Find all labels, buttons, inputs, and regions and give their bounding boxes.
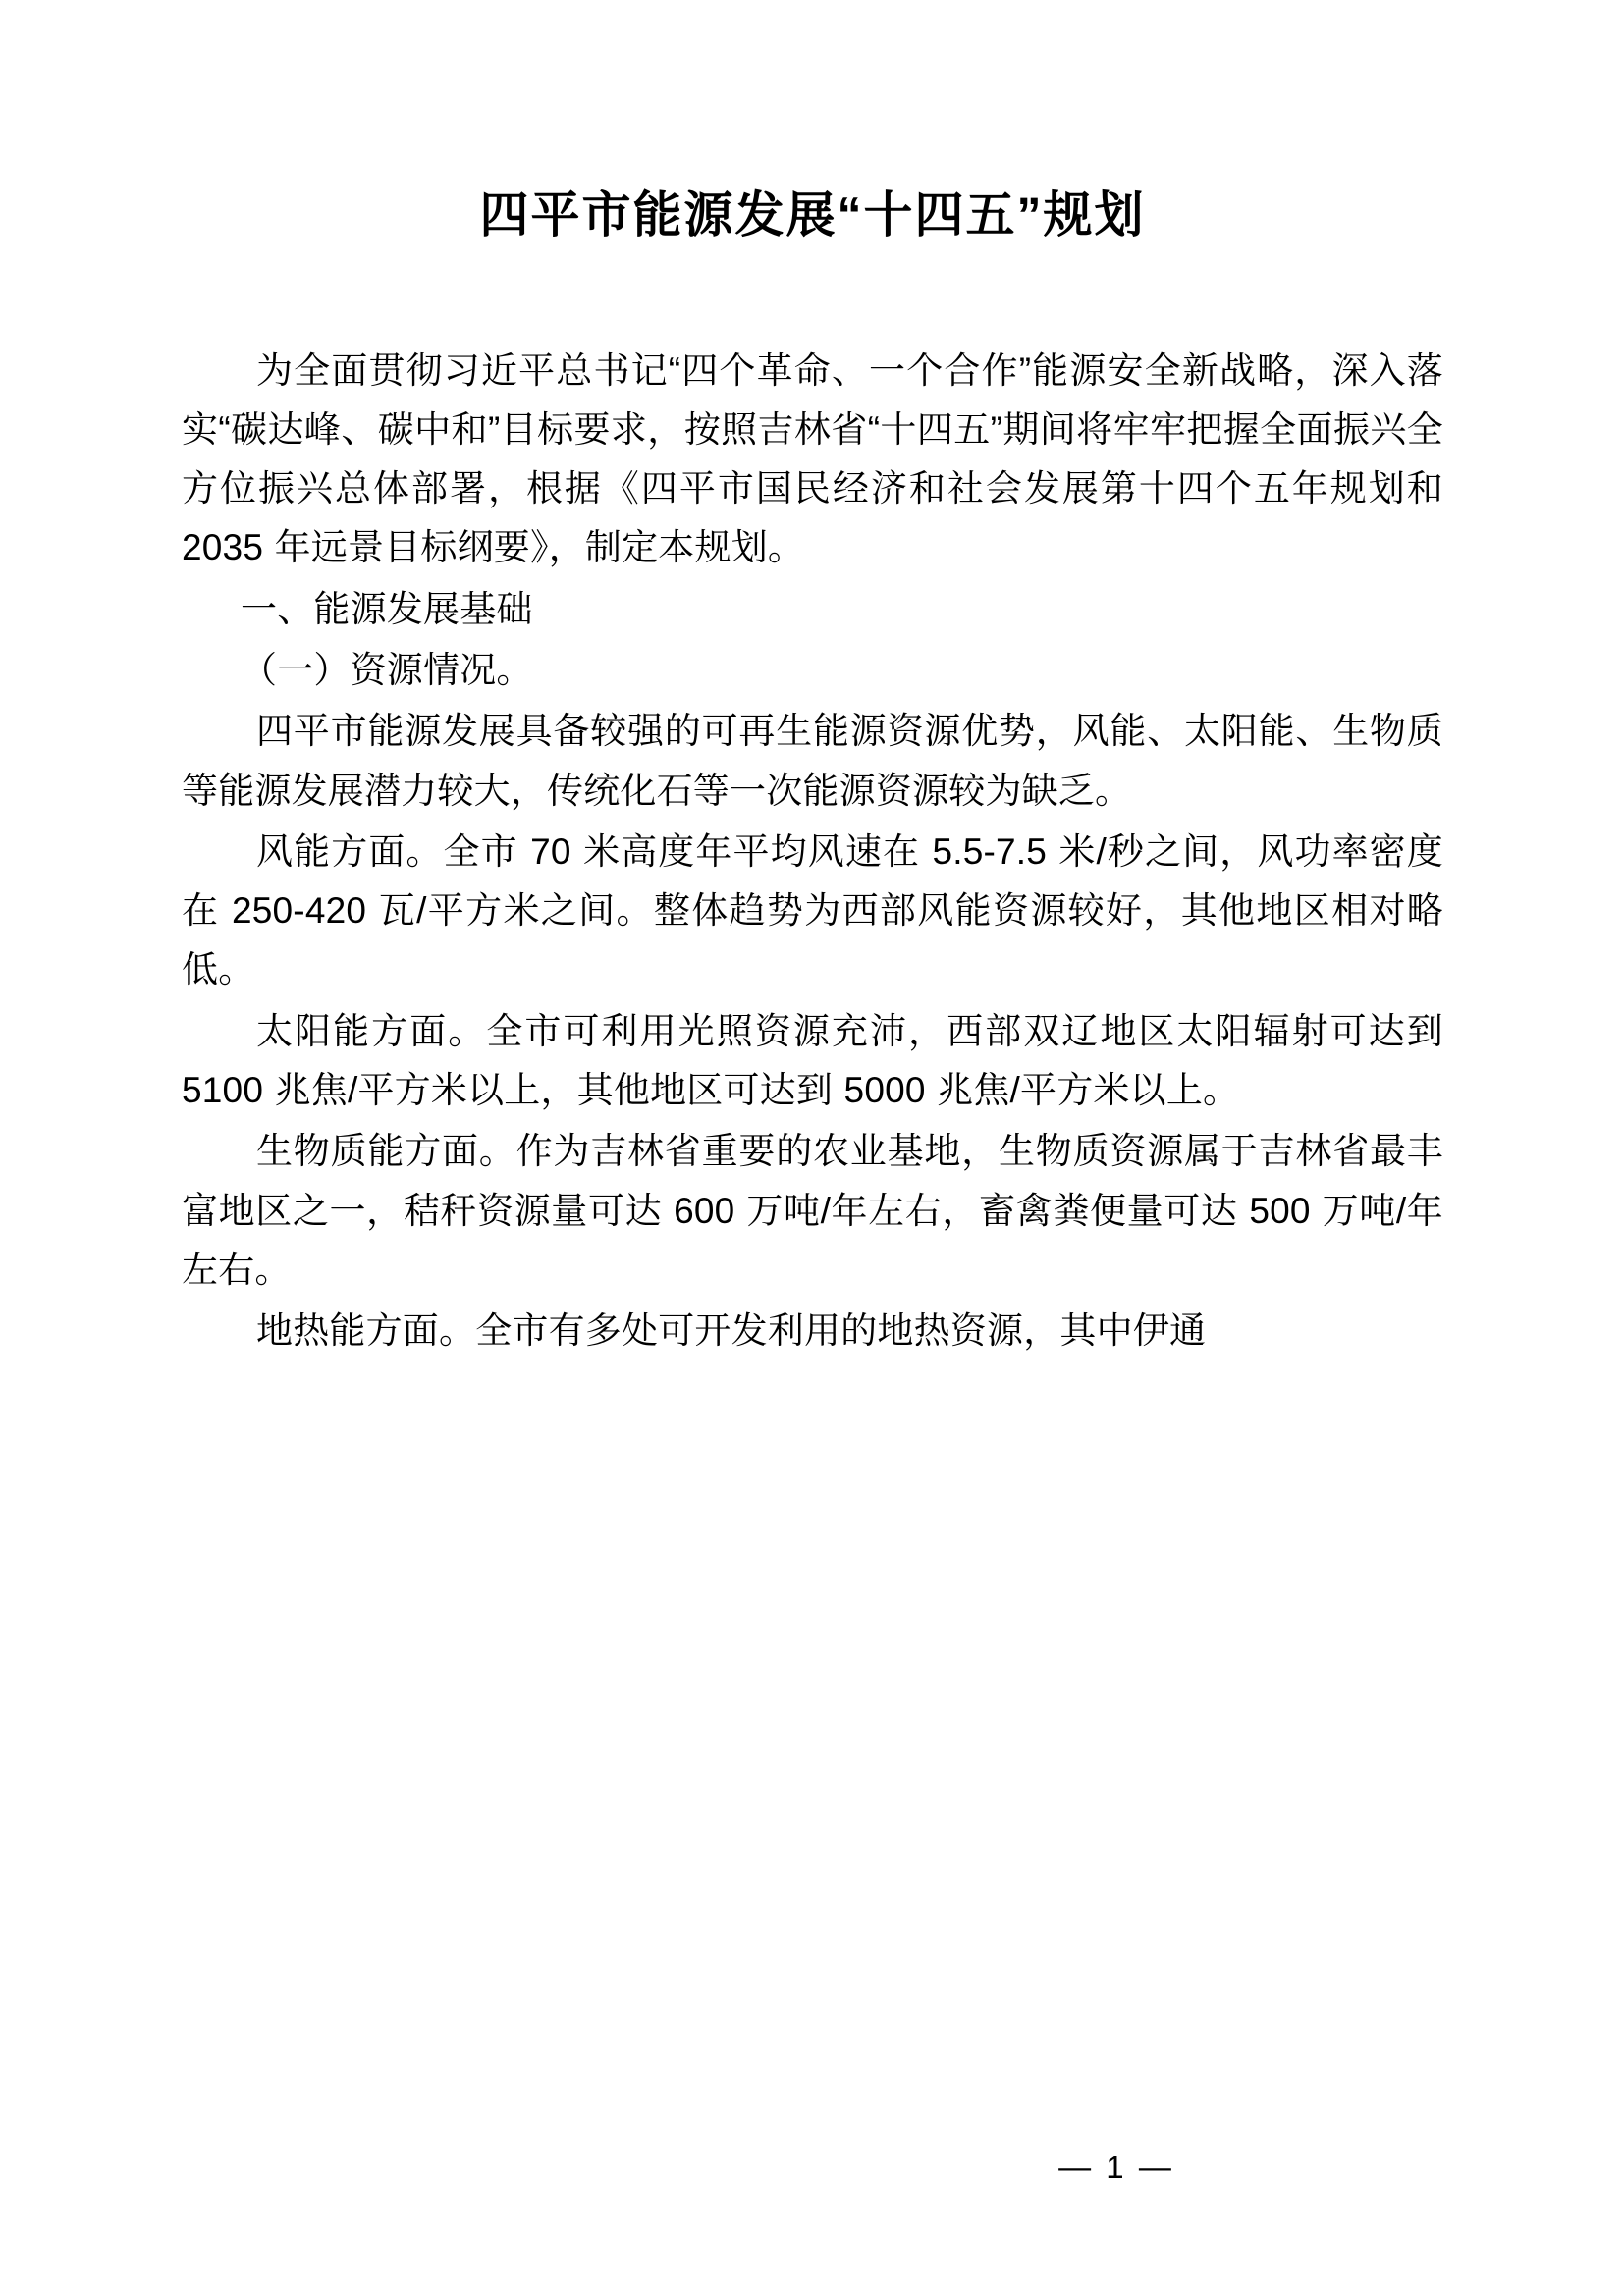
paragraph-wind-energy: 风能方面。全市 70 米高度年平均风速在 5.5-7.5 米/秒之间，风功率密度在 250-420 瓦/平方米之间。整体趋势为西部风能资源较好，其他地区相对略低。 bbox=[182, 830, 1443, 990]
page-number-label: — 1 — bbox=[1058, 2149, 1174, 2185]
paragraph-solar-energy: 太阳能方面。全市可利用光照资源充沛，西部双辽地区太阳辐射可达到 5100 兆焦/平方米以上，其他地区可达到 5000 兆焦/平方米以上。 bbox=[182, 1010, 1443, 1111]
heading-section-one: 一、能源发展基础 bbox=[241, 588, 533, 629]
paragraph-geothermal-energy: 地热能方面。全市有多处可开发利用的地热资源，其中伊通 bbox=[256, 1310, 1207, 1352]
title-spacer bbox=[182, 257, 1443, 342]
paragraph-resource-overview: 四平市能源发展具备较强的可再生能源资源优势，风能、太阳能、生物质等能源发展潜力较大，传统化石等一次能源资源较为缺乏。 bbox=[182, 711, 1443, 811]
paragraph-intro: 为全面贯彻习近平总书记“四个革命、一个合作”能源安全新战略，深入落实“碳达峰、碳中和”目标要求，按照吉林省“十四五”期间将牢牢把握全面振兴全方位振兴总体部署，根据《四平市国民经济和社会发展第十四个五年规划和 2035 年远景目标纲要》，制定本规划。 bbox=[182, 349, 1443, 568]
paragraph-biomass-energy: 生物质能方面。作为吉林省重要的农业基地，生物质资源属于吉林省最丰富地区之一，秸秆资源量可达 600 万吨/年左右，畜禽粪便量可达 500 万吨/年左右。 bbox=[182, 1131, 1443, 1290]
heading-subsection-one: （一）资源情况。 bbox=[241, 649, 533, 690]
page-number bbox=[0, 2149, 1624, 2186]
page-title: 四平市能源发展“十四五”规划 bbox=[479, 187, 1146, 242]
document-body bbox=[182, 147, 1443, 1363]
